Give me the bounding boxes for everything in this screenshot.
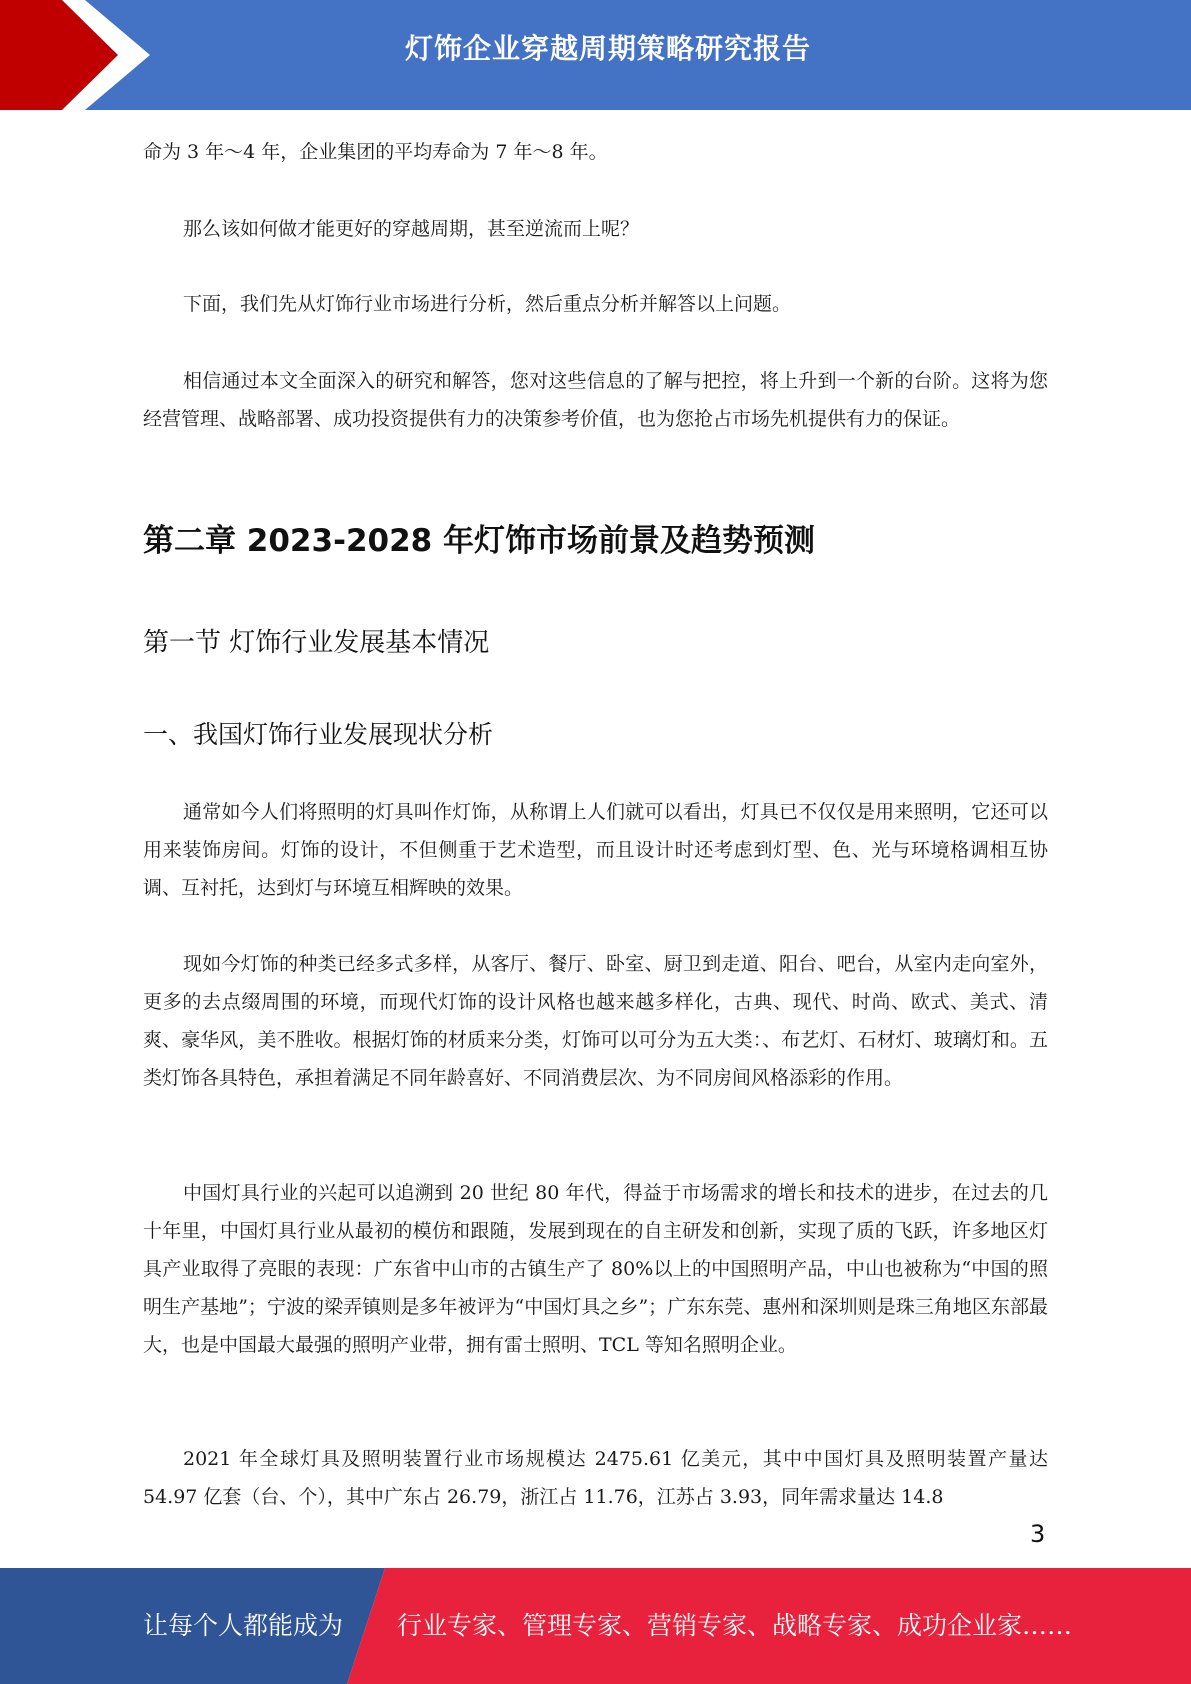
paragraph-6 [143, 945, 1048, 1097]
paragraph-7 [143, 1174, 1048, 1364]
paragraph-8 [143, 1440, 1048, 1516]
body-text: 通常如今人们将照明的灯具叫作灯饰，从称谓上人们就可以看出，灯具已不仅仅是用来照明，它还可以用来装饰房间。灯饰的设计，不但侧重于艺术造型，而且设计时还考虑到灯型、色、光与环境格调相互协调、互衬托，达到灯与环境互相辉映的效果。 [143, 801, 1048, 899]
page-header [0, 0, 1191, 110]
chapter-title: 第二章 2023-2028 年灯饰市场前景及趋势预测 [143, 523, 816, 559]
body-text: 相信通过本文全面深入的研究和解答，您对这些信息的了解与把控，将上升到一个新的台阶。这将为您经营管理、战略部署、成功投资提供有力的决策参考价值，也为您抢占市场先机提供有力的保证。 [143, 370, 1048, 430]
page-footer [0, 1568, 1191, 1684]
body-text: 那么该如何做才能更好的穿越周期，甚至逆流而上呢？ [183, 218, 640, 240]
footer-slogan-left: 让每个人都能成为 [143, 1611, 344, 1640]
paragraph-2 [143, 210, 1048, 248]
paragraph-1 [143, 133, 1048, 171]
body-text: 现如今灯饰的种类已经多式多样，从客厅、餐厅、卧室、厨卫到走道、阳台、吧台，从室内走向室外，更多的去点缀周围的环境，而现代灯饰的设计风格也越来越多样化，古典、现代、时尚、欧式、美式、清爽、豪华风，美不胜收。根据灯饰的材质来分类，灯饰可以可分为五大类：、布艺灯、石材灯、玻璃灯和。五类灯饰各具特色，承担着满足不同年龄喜好、不同消费层次、为不同房间风格添彩的作用。 [143, 953, 1048, 1089]
paragraph-3 [143, 285, 1048, 323]
paragraph-4 [143, 362, 1048, 438]
subsection-title: 一、我国灯饰行业发展现状分析 [143, 720, 494, 749]
body-text: 中国灯具行业的兴起可以追溯到 20 世纪 80 年代，得益于市场需求的增长和技术的进步，在过去的几十年里，中国灯具行业从最初的模仿和跟随，发展到现在的自主研发和创新，实现了质的飞跃，许多地区灯具产业取得了亮眼的表现：广东省中山市的古镇生产了 80%以上的中国照明产品，中山也被称为“中国的照明生产基地”；宁波的梁弄镇则是多年被评为“中国灯具之乡”；广东东莞、惠州和深圳则是珠三角地区东部最大，也是中国最大最强的照明产业带，拥有雷士照明、TCL 等知名照明企业。 [143, 1182, 1048, 1356]
body-text: 下面，我们先从灯饰行业市场进行分析，然后重点分析并解答以上问题。 [183, 293, 792, 315]
body-text: 命为 3 年～4 年，企业集团的平均寿命为 7 年～8 年。 [143, 141, 608, 163]
page-number: 3 [1030, 1520, 1046, 1548]
footer-slogan-right: 行业专家、管理专家、营销专家、战略专家、成功企业家…… [397, 1611, 1073, 1640]
section-title: 第一节 灯饰行业发展基本情况 [143, 628, 490, 658]
header-title: 灯饰企业穿越周期策略研究报告 [404, 32, 811, 65]
paragraph-5 [143, 793, 1048, 907]
body-text: 2021 年全球灯具及照明装置行业市场规模达 2475.61 亿美元，其中中国灯具及照明装置产量达 54.97 亿套（台、个），其中广东占 26.79，浙江占 11.76，江苏占 3.93，同年需求量达 14.8 [143, 1448, 1048, 1508]
